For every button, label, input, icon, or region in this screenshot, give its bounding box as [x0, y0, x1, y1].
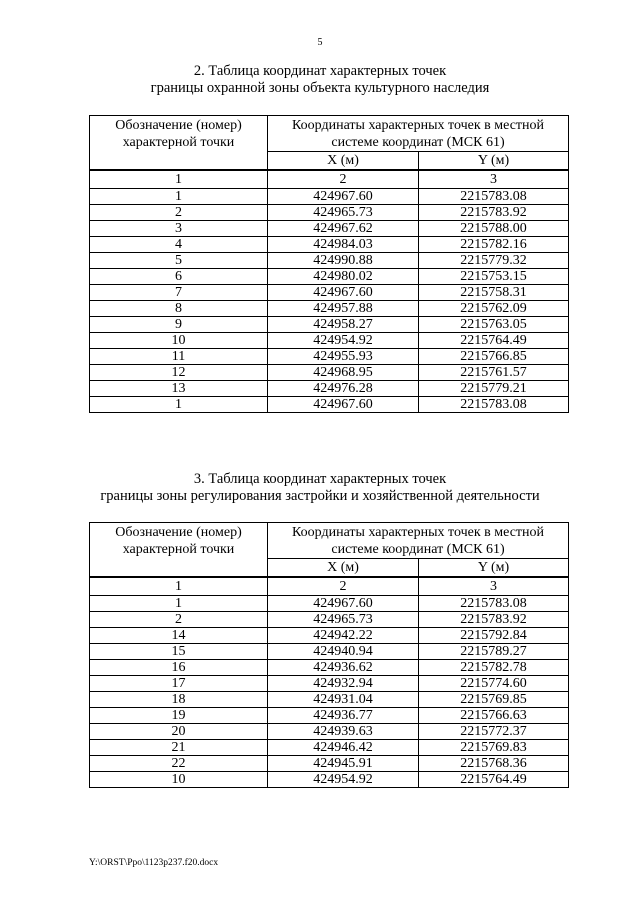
- y-coordinate-cell: 2215792.84: [419, 628, 569, 644]
- y-coordinate-cell: 2215783.08: [419, 397, 569, 413]
- table-row: [90, 397, 569, 413]
- point-number-cell: 14: [90, 628, 268, 644]
- header-point-designation: Обозначение (номер) характерной точки: [90, 523, 268, 578]
- table-row: [90, 628, 569, 644]
- y-coordinate-cell: 2215766.85: [419, 349, 569, 365]
- column-number: 3: [419, 170, 569, 189]
- x-coordinate-cell: 424965.73: [268, 612, 419, 628]
- x-coordinate-cell: 424940.94: [268, 644, 419, 660]
- y-coordinate-cell: 2215768.36: [419, 756, 569, 772]
- table-row: [90, 365, 569, 381]
- table-row: [90, 189, 569, 205]
- table-2-title: [0, 63, 640, 97]
- table-row: [90, 772, 569, 788]
- y-coordinate-cell: 2215761.57: [419, 365, 569, 381]
- table-row: [90, 349, 569, 365]
- table-3: [89, 522, 569, 788]
- y-coordinate-cell: 2215783.92: [419, 612, 569, 628]
- column-number: 3: [419, 577, 569, 596]
- table-row: [90, 596, 569, 612]
- y-coordinate-cell: 2215764.49: [419, 333, 569, 349]
- header-x: X (м): [268, 559, 419, 578]
- table-row: [90, 660, 569, 676]
- y-coordinate-cell: 2215783.92: [419, 205, 569, 221]
- point-number-cell: 5: [90, 253, 268, 269]
- table-3-title-line-2: границы зоны регулирования застройки и хозяйственной деятельности: [100, 488, 540, 504]
- header-point-designation: Обозначение (номер) характерной точки: [90, 116, 268, 171]
- point-number-cell: 1: [90, 596, 268, 612]
- table-row: [90, 317, 569, 333]
- footer-file-path: Y:\ORST\Ppo\1123p237.f20.docx: [89, 858, 219, 868]
- table-row: [90, 644, 569, 660]
- point-number-cell: 7: [90, 285, 268, 301]
- point-number-cell: 2: [90, 205, 268, 221]
- y-coordinate-cell: 2215762.09: [419, 301, 569, 317]
- y-coordinate-cell: 2215763.05: [419, 317, 569, 333]
- x-coordinate-cell: 424976.28: [268, 381, 419, 397]
- point-number-cell: 3: [90, 221, 268, 237]
- y-coordinate-cell: 2215772.37: [419, 724, 569, 740]
- x-coordinate-cell: 424967.62: [268, 221, 419, 237]
- point-number-cell: 21: [90, 740, 268, 756]
- column-number: 1: [90, 170, 268, 189]
- point-number-cell: 20: [90, 724, 268, 740]
- table-row: [90, 612, 569, 628]
- x-coordinate-cell: 424990.88: [268, 253, 419, 269]
- point-number-cell: 22: [90, 756, 268, 772]
- header-y: Y (м): [419, 152, 569, 171]
- table-3-title: [0, 471, 640, 505]
- point-number-cell: 10: [90, 772, 268, 788]
- column-number: 2: [268, 577, 419, 596]
- table-2-title-line-1: 2. Таблица координат характерных точек: [193, 63, 447, 79]
- table-3-title-line-1: 3. Таблица координат характерных точек: [193, 471, 447, 487]
- y-coordinate-cell: 2215783.08: [419, 189, 569, 205]
- table-row: [90, 253, 569, 269]
- table-row: [90, 221, 569, 237]
- point-number-cell: 18: [90, 692, 268, 708]
- table-row: [90, 269, 569, 285]
- page-number: 5: [317, 37, 323, 48]
- y-coordinate-cell: 2215788.00: [419, 221, 569, 237]
- x-coordinate-cell: 424967.60: [268, 285, 419, 301]
- y-coordinate-cell: 2215774.60: [419, 676, 569, 692]
- y-coordinate-cell: 2215769.85: [419, 692, 569, 708]
- header-y: Y (м): [419, 559, 569, 578]
- y-coordinate-cell: 2215779.21: [419, 381, 569, 397]
- x-coordinate-cell: 424954.92: [268, 333, 419, 349]
- point-number-cell: 1: [90, 397, 268, 413]
- header-x: X (м): [268, 152, 419, 171]
- column-number: 2: [268, 170, 419, 189]
- x-coordinate-cell: 424931.04: [268, 692, 419, 708]
- x-coordinate-cell: 424954.92: [268, 772, 419, 788]
- point-number-cell: 13: [90, 381, 268, 397]
- table-row: [90, 381, 569, 397]
- y-coordinate-cell: 2215753.15: [419, 269, 569, 285]
- point-number-cell: 17: [90, 676, 268, 692]
- x-coordinate-cell: 424936.62: [268, 660, 419, 676]
- point-number-cell: 10: [90, 333, 268, 349]
- table-row: [90, 237, 569, 253]
- point-number-cell: 4: [90, 237, 268, 253]
- point-number-cell: 8: [90, 301, 268, 317]
- x-coordinate-cell: 424939.63: [268, 724, 419, 740]
- y-coordinate-cell: 2215779.32: [419, 253, 569, 269]
- table-row: [90, 724, 569, 740]
- x-coordinate-cell: 424980.02: [268, 269, 419, 285]
- table-row: [90, 676, 569, 692]
- point-number-cell: 6: [90, 269, 268, 285]
- column-number: 1: [90, 577, 268, 596]
- y-coordinate-cell: 2215764.49: [419, 772, 569, 788]
- y-coordinate-cell: 2215758.31: [419, 285, 569, 301]
- table-row: [90, 285, 569, 301]
- x-coordinate-cell: 424965.73: [268, 205, 419, 221]
- table-row: [90, 205, 569, 221]
- x-coordinate-cell: 424967.60: [268, 189, 419, 205]
- x-coordinate-cell: 424958.27: [268, 317, 419, 333]
- y-coordinate-cell: 2215782.16: [419, 237, 569, 253]
- x-coordinate-cell: 424957.88: [268, 301, 419, 317]
- table-2: [89, 115, 569, 413]
- x-coordinate-cell: 424932.94: [268, 676, 419, 692]
- x-coordinate-cell: 424945.91: [268, 756, 419, 772]
- table-row: [90, 740, 569, 756]
- point-number-cell: 12: [90, 365, 268, 381]
- table-row: [90, 692, 569, 708]
- point-number-cell: 1: [90, 189, 268, 205]
- y-coordinate-cell: 2215766.63: [419, 708, 569, 724]
- header-coordinates: Координаты характерных точек в местной системе координат (МСК 61): [268, 523, 569, 559]
- point-number-cell: 16: [90, 660, 268, 676]
- x-coordinate-cell: 424967.60: [268, 397, 419, 413]
- point-number-cell: 19: [90, 708, 268, 724]
- point-number-cell: 11: [90, 349, 268, 365]
- x-coordinate-cell: 424942.22: [268, 628, 419, 644]
- point-number-cell: 9: [90, 317, 268, 333]
- x-coordinate-cell: 424955.93: [268, 349, 419, 365]
- point-number-cell: 2: [90, 612, 268, 628]
- x-coordinate-cell: 424968.95: [268, 365, 419, 381]
- x-coordinate-cell: 424984.03: [268, 237, 419, 253]
- table-row: [90, 301, 569, 317]
- y-coordinate-cell: 2215783.08: [419, 596, 569, 612]
- point-number-cell: 15: [90, 644, 268, 660]
- x-coordinate-cell: 424946.42: [268, 740, 419, 756]
- table-row: [90, 333, 569, 349]
- table-row: [90, 756, 569, 772]
- x-coordinate-cell: 424936.77: [268, 708, 419, 724]
- y-coordinate-cell: 2215769.83: [419, 740, 569, 756]
- table-row: [90, 708, 569, 724]
- y-coordinate-cell: 2215789.27: [419, 644, 569, 660]
- y-coordinate-cell: 2215782.78: [419, 660, 569, 676]
- header-coordinates: Координаты характерных точек в местной системе координат (МСК 61): [268, 116, 569, 152]
- x-coordinate-cell: 424967.60: [268, 596, 419, 612]
- table-2-title-line-2: границы охранной зоны объекта культурного наследия: [150, 80, 490, 96]
